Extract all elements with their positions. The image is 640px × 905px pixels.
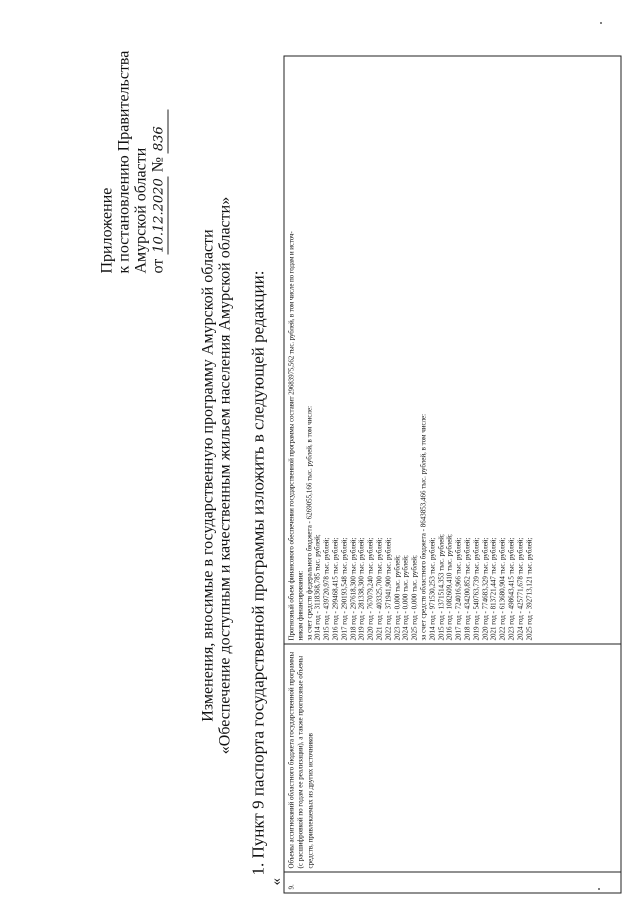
funding-line: 2018 год - 297618,300 тыс. рублей; [348, 536, 357, 640]
row-name: Объемы ассигнований областного бюджета государственной программы (с расшифровкой по годам ее реализации), а также прогнозные объемы средств, привлекаемых из других источников [287, 651, 314, 868]
funding-line: 2024 год - 425771,678 тыс. рублей; [515, 536, 524, 640]
funding-line: 2022 год - 371941,900 тыс. рублей; [383, 536, 392, 640]
funding-line: 2025 год - 392713,121 тыс. рублей; [524, 536, 533, 640]
approval-block [98, 50, 168, 273]
region-label: Амурской области [132, 147, 149, 273]
table-divider [284, 643, 620, 644]
funding-line: 2024 год - 0,000 тыс. рублей; [401, 554, 410, 640]
funding-line: 2014 год - 3118368,785 тыс. рублей; [313, 533, 322, 640]
funding-line: 2016 год - 299468,415 тыс. рублей; [330, 536, 339, 640]
funding-line: 2021 год - 813721,447 тыс. рублей; [489, 536, 498, 640]
funding-line: 2023 год - 498643,415 тыс. рублей; [506, 536, 515, 640]
number-label: № [149, 156, 166, 172]
funding-line: 2016 год - 1082609,410 тыс. рублей; [445, 533, 454, 640]
funding-line: 2020 год - 767079,240 тыс. рублей; [366, 536, 375, 640]
funding-line: 2019 год - 540763,739 тыс. рублей; [471, 536, 480, 640]
handwritten-number: 836 [150, 109, 168, 153]
passport-table [283, 55, 621, 893]
funding-line: 2014 год - 971530,253 тыс. рублей; [427, 536, 436, 640]
funding-line: 2015 год - 439720,978 тыс. рублей; [322, 536, 331, 640]
funding-line: за счет средств областного бюджета - 8643853,466 тыс. рублей, в том числе: [418, 413, 427, 640]
funding-line: 2017 год - 724016,966 тыс. рублей; [454, 536, 463, 640]
table-divider [284, 871, 620, 872]
date-prefix: от [149, 258, 166, 273]
clause-heading: 1. Пункт 9 паспорта государственной программы изложить в следующей редакции: [248, 270, 267, 875]
funding-line: Прогнозный объем финансового обеспечения государственной программы составит 29683975,562 тыс. рублей, в том числе по годам и источ- [287, 230, 295, 640]
document-title: Изменения, вносимые в государственную программу Амурской области [199, 228, 216, 722]
funding-line: 2018 год - 434200,852 тыс. рублей; [462, 536, 471, 640]
date-number-line [149, 50, 168, 273]
handwritten-date: 10.12.2020 [151, 177, 166, 253]
funding-line: 2022 год - 613680,904 тыс. рублей; [498, 536, 507, 640]
funding-line: 2021 год - 403325,700 тыс. рублей; [374, 536, 383, 640]
scan-speck [598, 888, 600, 890]
appendix-label: Приложение [98, 187, 115, 273]
funding-line: 2015 год - 1371514,353 тыс. рублей; [436, 533, 445, 640]
funding-line: 2023 год - 0,000 тыс. рублей; [392, 554, 401, 640]
opening-quote: « [268, 877, 284, 885]
scan-speck [600, 22, 602, 24]
funding-line: 2025 год - 0,000 тыс. рублей; [410, 554, 419, 640]
funding-line: 2020 год - 774683,329 тыс. рублей; [480, 536, 489, 640]
row-content [287, 60, 533, 640]
funding-line: 2019 год - 281338,300 тыс. рублей; [357, 536, 366, 640]
funding-line: за счет средств федерального бюджета - 6269055,166 тыс. рублей, в том числе: [304, 405, 313, 640]
row-number: 9. [287, 883, 295, 889]
funding-line: 2017 год - 290193,548 тыс. рублей; [339, 536, 348, 640]
document-subtitle: «Обеспечение доступным и качественным жильем населения Амурской области» [216, 196, 233, 754]
funding-line: никам финансирования: [295, 570, 304, 640]
resolution-label: к постановлению Правительства [115, 50, 132, 273]
